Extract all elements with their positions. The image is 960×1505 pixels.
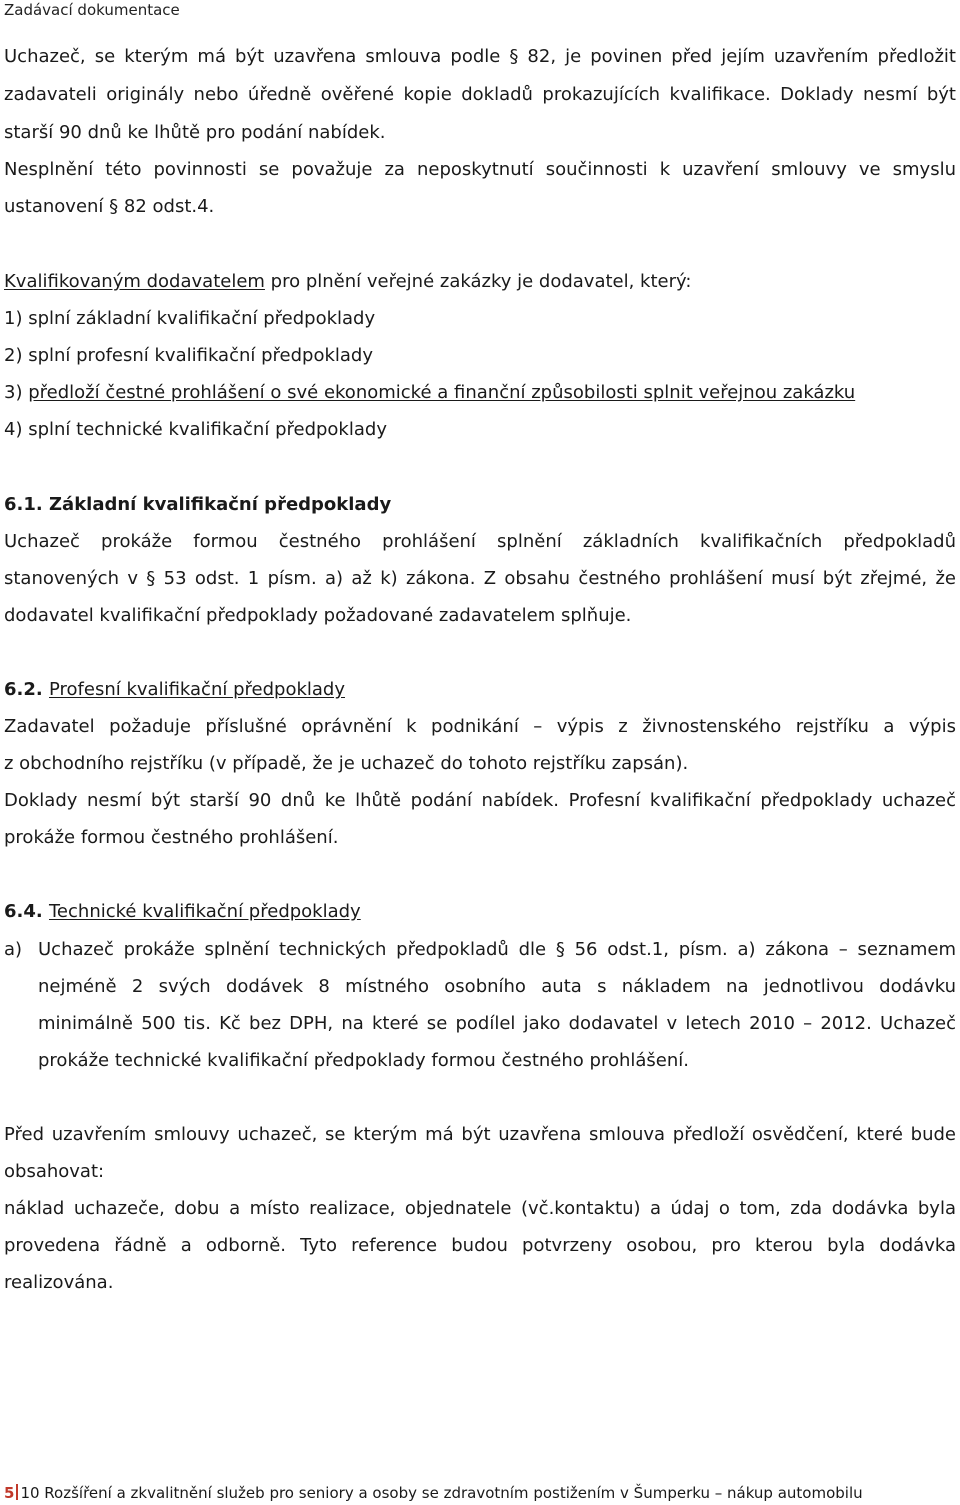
section-6-4-line-1: Uchazeč prokáže splnění technických předpokladů dle § 56 odst.1, písm. a) zákona – seznamem <box>38 939 956 960</box>
qualification-item-3-text: předloží čestné prohlášení o své ekonomické a finanční způsobilosti splnit veřejnou zakázku <box>28 382 856 403</box>
page-separator <box>16 1484 18 1500</box>
section-6-2-number: 6.2. <box>4 679 49 700</box>
qualification-item-3-number: 3) <box>4 382 29 403</box>
qualification-intro <box>4 271 691 293</box>
section-6-1-line-1: Uchazeč prokáže formou čestného prohlášení splnění základních kvalifikačních předpokladů <box>4 531 956 552</box>
section-6-4-number: 6.4. <box>4 901 49 922</box>
section-6-1-line-3: dodavatel kvalifikační předpoklady požadované zadavatelem splňuje. <box>4 605 632 626</box>
section-6-2-title: Profesní kvalifikační předpoklady <box>49 679 345 700</box>
closing-line-3: náklad uchazeče, dobu a místo realizace, objednatele (vč.kontaktu) a údaj o tom, zda dodávka byla <box>4 1198 956 1219</box>
page-footer <box>4 1484 863 1502</box>
qualification-item-3 <box>4 382 855 404</box>
closing-line-1: Před uzavřením smlouvy uchazeč, se kterým má být uzavřena smlouva předloží osvědčení, které bude <box>4 1124 956 1145</box>
intro-line-5: ustanovení § 82 odst.4. <box>4 196 215 217</box>
intro-line-3: starší 90 dnů ke lhůtě pro podání nabídek. <box>4 122 386 143</box>
section-6-2-line-3: Doklady nesmí být starší 90 dnů ke lhůtě podání nabídek. Profesní kvalifikační předpoklady uchazeč <box>4 790 956 811</box>
section-6-4-item-marker: a) <box>4 939 23 960</box>
closing-line-4: provedena řádně a odborně. Tyto reference budou potvrzeny osobou, pro kterou byla dodávka <box>4 1235 956 1256</box>
section-6-2-heading <box>4 679 345 701</box>
page-number: 5 <box>4 1484 15 1502</box>
qualification-item-1: 1) splní základní kvalifikační předpoklady <box>4 308 376 329</box>
section-6-4-heading <box>4 901 361 923</box>
qualification-item-4: 4) splní technické kvalifikační předpoklady <box>4 419 387 440</box>
section-6-1-heading: 6.1. Základní kvalifikační předpoklady <box>4 494 392 515</box>
section-6-2-line-1: Zadavatel požaduje příslušné oprávnění k podnikání – výpis z živnostenského rejstříku a výpis <box>4 716 956 737</box>
closing-line-5: realizována. <box>4 1272 114 1293</box>
qualification-item-2: 2) splní profesní kvalifikační předpoklady <box>4 345 374 366</box>
section-6-4-title: Technické kvalifikační předpoklady <box>49 901 361 922</box>
document-header: Zadávací dokumentace <box>4 1 180 19</box>
footer-title: Rozšíření a zkvalitnění služeb pro seniory a osoby se zdravotním postižením v Šumperku – nákup automobilu <box>39 1484 863 1502</box>
qualification-intro-rest: pro plnění veřejné zakázky je dodavatel, který: <box>264 271 692 292</box>
qualified-supplier-term: Kvalifikovaným dodavatelem <box>4 271 265 292</box>
intro-line-4: Nesplnění této povinnosti se považuje za neposkytnutí součinnosti k uzavření smlouvy ve smyslu <box>4 159 956 180</box>
section-6-2-line-2: z obchodního rejstříku (v případě, že je uchazeč do tohoto rejstříku zapsán). <box>4 753 689 774</box>
intro-line-1: Uchazeč, se kterým má být uzavřena smlouva podle § 82, je povinen před jejím uzavřením předložit <box>4 46 956 67</box>
section-6-2-line-4: prokáže formou čestného prohlášení. <box>4 827 339 848</box>
section-6-4-line-3: minimálně 500 tis. Kč bez DPH, na které se podílel jako dodavatel v letech 2010 – 2012. Uchazeč <box>38 1013 956 1034</box>
page-total: 10 <box>20 1484 40 1502</box>
intro-line-2: zadavateli originály nebo úředně ověřené kopie dokladů prokazujících kvalifikace. Doklady nesmí být <box>4 84 956 105</box>
section-6-4-line-2: nejméně 2 svých dodávek 8 místného osobního auta s nákladem na jednotlivou dodávku <box>38 976 956 997</box>
section-6-4-line-4: prokáže technické kvalifikační předpoklady formou čestného prohlášení. <box>38 1050 689 1071</box>
section-6-1-line-2: stanovených v § 53 odst. 1 písm. a) až k) zákona. Z obsahu čestného prohlášení musí být zřejmé, že <box>4 568 956 589</box>
closing-line-2: obsahovat: <box>4 1161 105 1182</box>
